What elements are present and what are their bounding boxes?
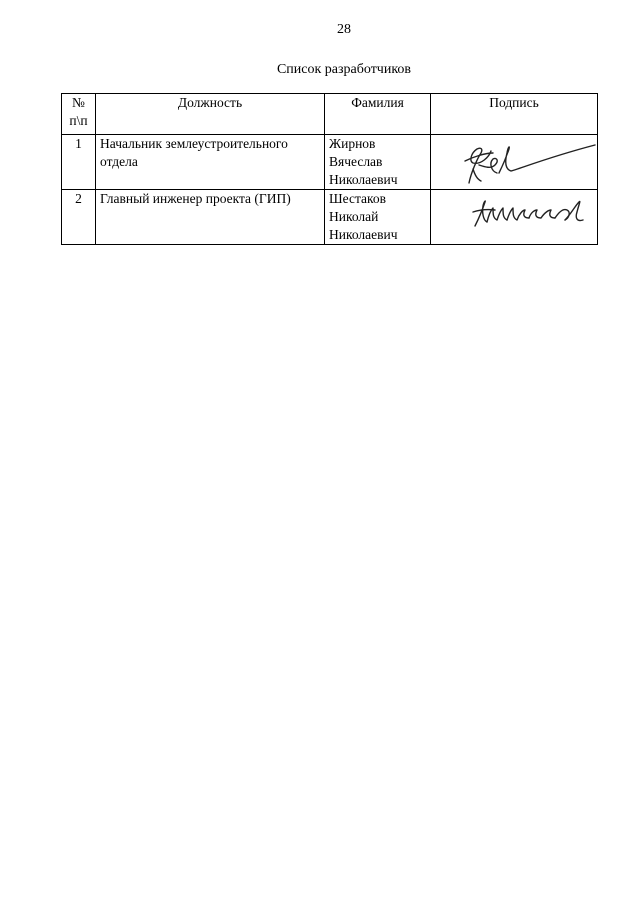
first-name: Вячеслав xyxy=(329,154,383,169)
row-position: Главный инженер проекта (ГИП) xyxy=(96,190,325,245)
document-title: Список разработчиков xyxy=(276,62,412,77)
header-number: № п\п xyxy=(62,94,96,135)
table-row xyxy=(62,190,598,245)
row-signature-cell xyxy=(431,135,598,190)
header-position: Должность xyxy=(96,94,325,135)
patronymic: Николаевич xyxy=(329,227,398,242)
row-number: 2 xyxy=(62,190,96,245)
table-header-row xyxy=(62,94,598,135)
header-signature: Подпись xyxy=(431,94,598,135)
header-surname: Фамилия xyxy=(325,94,431,135)
row-full-name xyxy=(325,190,431,245)
surname: Шестаков xyxy=(329,191,386,206)
page-number: 28 xyxy=(337,22,351,37)
row-position: Начальник землеустроительного отдела xyxy=(96,135,325,190)
developers-table xyxy=(61,93,598,245)
row-signature-cell xyxy=(431,190,598,245)
surname: Жирнов xyxy=(329,136,376,151)
row-number: 1 xyxy=(62,135,96,190)
handwritten-signature xyxy=(471,198,591,228)
first-name: Николай xyxy=(329,209,379,224)
patronymic: Николаевич xyxy=(329,172,398,187)
row-full-name xyxy=(325,135,431,190)
table-row xyxy=(62,135,598,190)
handwritten-signature xyxy=(459,139,599,185)
